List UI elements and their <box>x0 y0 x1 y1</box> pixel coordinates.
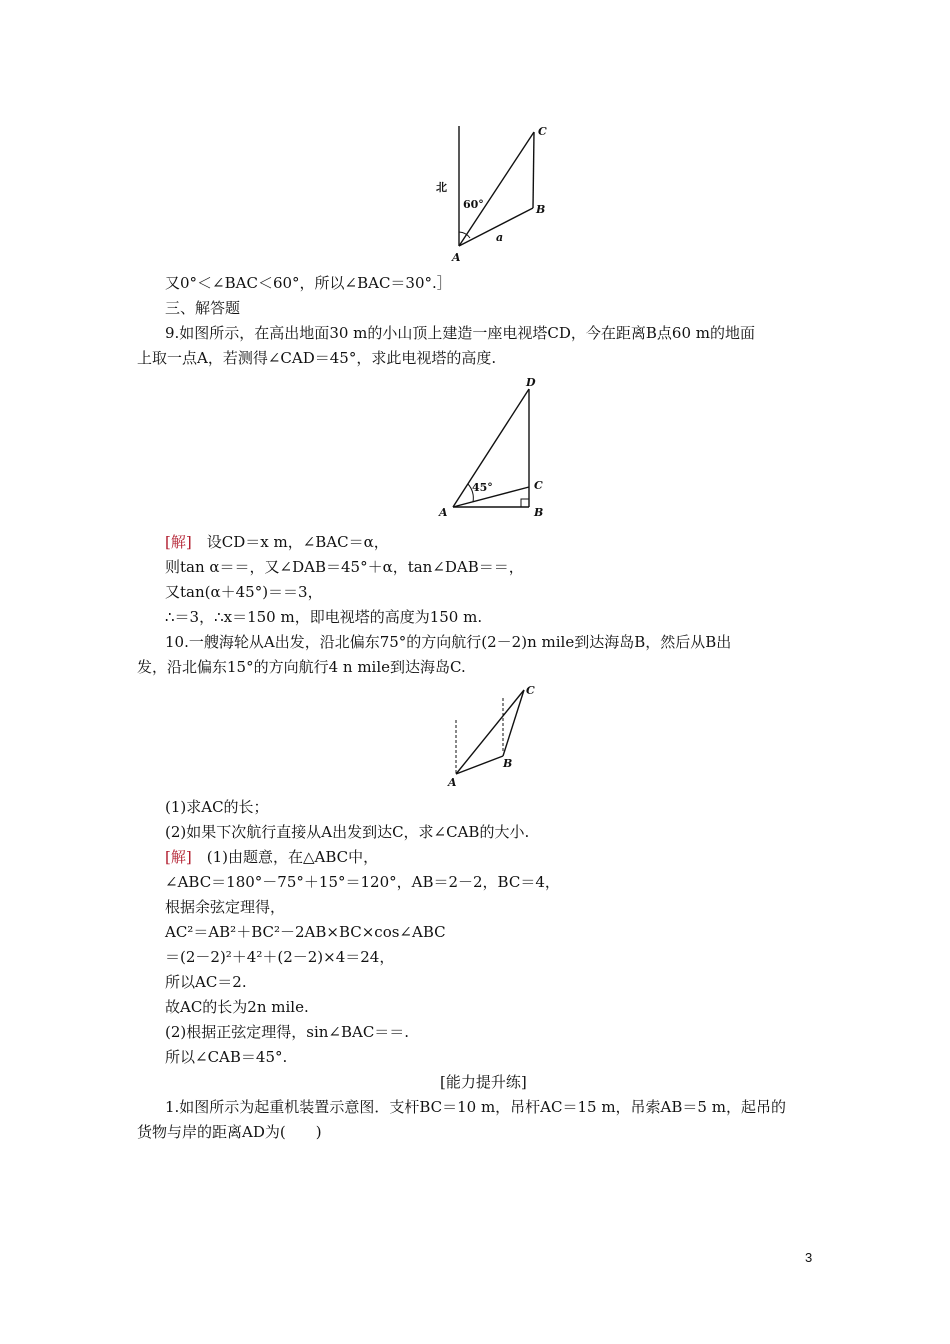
angle-label: 60° <box>463 198 484 211</box>
solution-10-line-4: AC²＝AB²＋BC²－2AB×BC×cos∠ABC <box>165 923 446 941</box>
figure-north-bearing <box>430 120 560 265</box>
question-10-2: (2)如果下次航行直接从A出发到达C，求∠CAB的大小. <box>165 823 530 841</box>
solution-10-line-8: (2)根据正弦定理得，sin∠BAC＝＝. <box>165 1023 410 1041</box>
label-b: B <box>536 203 546 216</box>
solution-10-line-6: 所以AC＝2. <box>165 973 247 991</box>
label-a: A <box>452 251 461 264</box>
segment-bc <box>503 690 524 756</box>
angle-label: 45° <box>472 481 493 494</box>
solution-9-line-3: 又tan(α＋45°)＝＝3， <box>165 583 323 601</box>
solution-tag: [解] <box>165 848 192 866</box>
side-label: a <box>496 231 504 244</box>
section-heading-advanced: [能力提升练] <box>440 1073 527 1091</box>
page-number: 3 <box>805 1250 813 1265</box>
solution-10-line-1: [解] (1)由题意，在△ABC中， <box>165 848 379 866</box>
figure-ship-route <box>440 682 545 790</box>
solution-10-line-3: 根据余弦定理得， <box>165 898 286 916</box>
label-c: C <box>526 684 535 697</box>
solution-9-line-4: ∴＝3，∴x＝150 m，即电视塔的高度为150 m. <box>165 608 483 626</box>
advanced-problem-1-line-2: 货物与岸的距离AD为( ) <box>137 1123 322 1141</box>
problem-9-line-2: 上取一点A，若测得∠CAD＝45°，求此电视塔的高度. <box>137 349 497 367</box>
label-b: B <box>534 506 544 519</box>
problem-10-line-2: 发，沿北偏东15°的方向航行4 n mile到达海岛C. <box>137 658 466 676</box>
problem-9-line-1: 9.如图所示，在高出地面30 m的小山顶上建造一座电视塔CD，今在距离B点60 m的地面 <box>165 324 755 342</box>
label-a: A <box>448 776 457 789</box>
problem-10-line-1: 10.一艘海轮从A出发，沿北偏东75°的方向航行(2－2)n mile到达海岛B，然后从B出 <box>165 633 732 651</box>
section-heading: 三、解答题 <box>165 299 241 317</box>
advanced-problem-1-line-1: 1.如图所示为起重机装置示意图．支杆BC＝10 m，吊杆AC＝15 m，吊索AB＝5 m，起吊的 <box>165 1098 786 1116</box>
solution-9-line-2: 则tan α＝＝，又∠DAB＝45°＋α，tan∠DAB＝＝， <box>165 558 524 576</box>
solution-10-line-2: ∠ABC＝180°－75°＋15°＝120°，AB＝2－2，BC＝4， <box>165 873 560 891</box>
label-d: D <box>526 376 536 389</box>
solution-10-line-7: 故AC的长为2n mile. <box>165 998 309 1016</box>
label-c: C <box>534 479 543 492</box>
question-10-1: (1)求AC的长； <box>165 798 269 816</box>
north-label: 北 <box>436 181 447 194</box>
solution-tag: [解] <box>165 533 192 551</box>
right-angle-mark <box>521 499 529 507</box>
figure-tv-tower <box>435 375 555 523</box>
solution-10-line-5: ＝(2－2)²＋4²＋(2－2)×4＝24， <box>165 948 395 966</box>
label-a: A <box>439 506 448 519</box>
segment-ac <box>459 132 534 246</box>
text-line: 又0°＜∠BAC＜60°，所以∠BAC＝30°.］ <box>165 274 452 292</box>
solution-10-line-9: 所以∠CAB＝45°. <box>165 1048 288 1066</box>
label-b: B <box>503 757 513 770</box>
segment-cb <box>533 132 534 208</box>
solution-9-line-1: [解] 设CD＝x m，∠BAC＝α， <box>165 533 389 551</box>
label-c: C <box>538 125 547 138</box>
